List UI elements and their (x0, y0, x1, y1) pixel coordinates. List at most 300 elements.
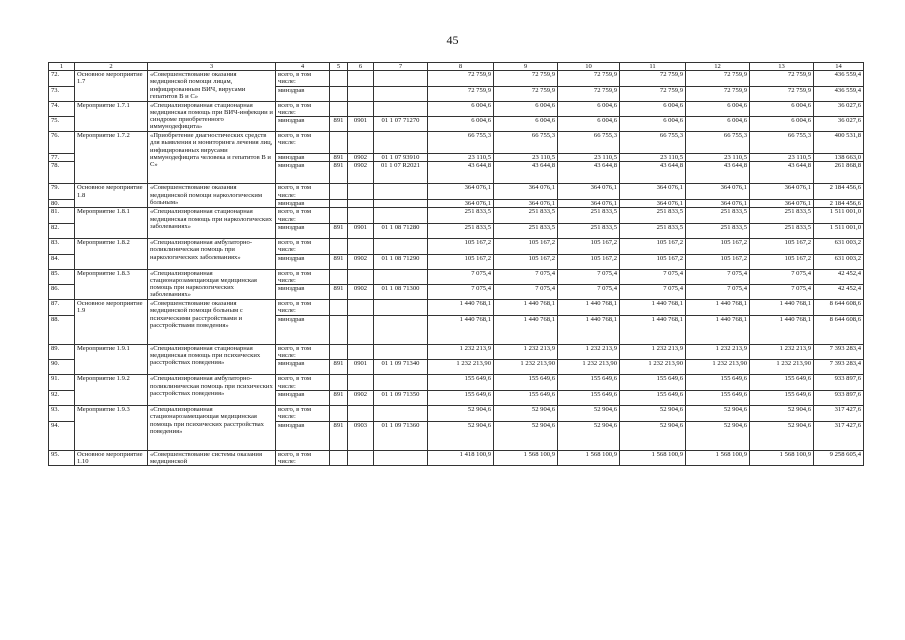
grbs-code-cell (330, 344, 348, 360)
column-number-cell: 11 (620, 63, 686, 71)
amount-cell: 6 004,6 (686, 117, 750, 132)
grbs-code-cell (330, 405, 348, 421)
amount-cell: 364 076,1 (428, 184, 494, 200)
activity-description-cell: «Специализированная амбулаторно-поликлиническая помощь при наркологических заболеваниях» (148, 238, 276, 269)
amount-cell: 66 755,3 (686, 132, 750, 154)
amount-cell: 1 440 768,1 (558, 315, 620, 344)
csr-code-cell (374, 184, 428, 200)
amount-cell: 155 649,6 (686, 375, 750, 391)
amount-cell: 631 003,2 (814, 254, 864, 269)
activity-name-cell: Мероприятие 1.8.2 (75, 238, 148, 269)
activity-name-cell: Мероприятие 1.9.2 (75, 375, 148, 406)
activity-name-cell: Мероприятие 1.9.1 (75, 344, 148, 375)
table-row (49, 269, 864, 285)
table-row (49, 450, 864, 466)
table-row (49, 208, 864, 224)
executor-cell: минздрав (276, 285, 330, 300)
csr-code-cell: 01 1 07 71270 (374, 117, 428, 132)
amount-cell: 1 440 768,1 (686, 315, 750, 344)
executor-cell: всего, в том числе: (276, 101, 330, 117)
column-number-cell: 8 (428, 63, 494, 71)
executor-cell: минздрав (276, 390, 330, 405)
amount-cell: 6 004,6 (558, 101, 620, 117)
column-number-cell: 10 (558, 63, 620, 71)
rzpr-code-cell (348, 375, 374, 391)
activity-description-cell: «Специализированная стационарная медицинская помощь при ВИЧ-инфекции и синдроме приобретенного иммунодефицита» (148, 101, 276, 132)
amount-cell: 6 004,6 (750, 117, 814, 132)
budget-table-wrapper (48, 62, 863, 466)
csr-code-cell (374, 300, 428, 316)
amount-cell: 36 027,6 (814, 117, 864, 132)
executor-cell: всего, в том числе: (276, 71, 330, 87)
grbs-code-cell (330, 132, 348, 154)
amount-cell: 105 167,2 (494, 238, 558, 254)
amount-cell: 7 075,4 (428, 269, 494, 285)
grbs-code-cell: 891 (330, 421, 348, 450)
column-number-cell: 1 (49, 63, 75, 71)
amount-cell: 72 759,9 (494, 86, 558, 101)
activity-description-cell: «Специализированная стационарозамещающая медицинская помощь при психических расстройствах поведения» (148, 405, 276, 450)
row-number-cell: 93. (49, 405, 75, 421)
amount-cell: 1 568 100,9 (750, 450, 814, 466)
amount-cell: 7 075,4 (494, 285, 558, 300)
column-number-cell: 5 (330, 63, 348, 71)
amount-cell: 105 167,2 (558, 238, 620, 254)
rzpr-code-cell (348, 101, 374, 117)
amount-cell: 155 649,6 (428, 390, 494, 405)
executor-cell: минздрав (276, 154, 330, 162)
grbs-code-cell (330, 375, 348, 391)
amount-cell: 436 559,4 (814, 86, 864, 101)
amount-cell: 364 076,1 (750, 200, 814, 208)
activity-name-cell: Мероприятие 1.7.2 (75, 132, 148, 184)
executor-cell: всего, в том числе: (276, 344, 330, 360)
amount-cell: 6 004,6 (428, 101, 494, 117)
amount-cell: 251 833,5 (558, 223, 620, 238)
amount-cell: 155 649,6 (558, 390, 620, 405)
amount-cell: 364 076,1 (428, 200, 494, 208)
csr-code-cell: 01 1 08 71300 (374, 285, 428, 300)
grbs-code-cell (330, 184, 348, 200)
amount-cell: 72 759,9 (750, 71, 814, 87)
amount-cell: 1 418 100,9 (428, 450, 494, 466)
grbs-code-cell (330, 208, 348, 224)
amount-cell: 251 833,5 (750, 223, 814, 238)
executor-cell: минздрав (276, 223, 330, 238)
grbs-code-cell: 891 (330, 223, 348, 238)
activity-description-cell: «Совершенствование оказания медицинской помощи больным с психическими расстройствами и расстройствами поведения» (148, 300, 276, 345)
activity-description-cell: «Специализированная амбулаторно-поликлиническая помощь при психических расстройствах поведения» (148, 375, 276, 406)
amount-cell: 364 076,1 (620, 184, 686, 200)
row-number-cell: 87. (49, 300, 75, 316)
amount-cell: 155 649,6 (750, 390, 814, 405)
csr-code-cell (374, 375, 428, 391)
amount-cell: 72 759,9 (620, 86, 686, 101)
amount-cell: 261 868,8 (814, 162, 864, 184)
amount-cell: 364 076,1 (620, 200, 686, 208)
row-number-cell: 81. (49, 208, 75, 224)
csr-code-cell: 01 1 08 71290 (374, 254, 428, 269)
rzpr-code-cell: 0902 (348, 390, 374, 405)
amount-cell: 1 232 213,9 (494, 344, 558, 360)
column-number-cell: 2 (75, 63, 148, 71)
table-row (49, 344, 864, 360)
amount-cell: 43 644,8 (428, 162, 494, 184)
grbs-code-cell (330, 269, 348, 285)
amount-cell: 7 393 283,4 (814, 344, 864, 360)
table-row (49, 132, 864, 154)
amount-cell: 251 833,5 (620, 223, 686, 238)
amount-cell: 105 167,2 (750, 238, 814, 254)
rzpr-code-cell: 0901 (348, 360, 374, 375)
column-number-cell: 12 (686, 63, 750, 71)
amount-cell: 23 110,5 (494, 154, 558, 162)
row-number-cell: 77. (49, 154, 75, 162)
rzpr-code-cell: 0902 (348, 285, 374, 300)
amount-cell: 42 452,4 (814, 269, 864, 285)
amount-cell: 251 833,5 (428, 223, 494, 238)
rzpr-code-cell: 0901 (348, 117, 374, 132)
csr-code-cell (374, 344, 428, 360)
activity-description-cell: «Приобретение диагностических средств для выявления и мониторинга лечения лиц, инфицированных вирусами иммунодефицита человека и гепатитов В и С» (148, 132, 276, 184)
grbs-code-cell (330, 300, 348, 316)
amount-cell: 105 167,2 (686, 238, 750, 254)
amount-cell: 364 076,1 (494, 184, 558, 200)
amount-cell: 7 075,4 (686, 269, 750, 285)
activity-description-cell: «Специализированная стационарозамещающая медицинская помощь при наркологических заболеваниях» (148, 269, 276, 300)
column-number-cell: 7 (374, 63, 428, 71)
table-row (49, 405, 864, 421)
csr-code-cell (374, 450, 428, 466)
activity-name-cell: Мероприятие 1.9.3 (75, 405, 148, 450)
rzpr-code-cell (348, 71, 374, 87)
amount-cell: 6 004,6 (620, 101, 686, 117)
amount-cell: 66 755,3 (750, 132, 814, 154)
table-row (49, 101, 864, 117)
grbs-code-cell (330, 71, 348, 87)
rzpr-code-cell (348, 344, 374, 360)
amount-cell: 72 759,9 (428, 86, 494, 101)
activity-name-cell: Основное мероприятие 1.8 (75, 184, 148, 208)
activity-name-cell: Основное мероприятие 1.9 (75, 300, 148, 345)
amount-cell: 7 075,4 (620, 285, 686, 300)
amount-cell: 251 833,5 (494, 208, 558, 224)
grbs-code-cell: 891 (330, 117, 348, 132)
amount-cell: 364 076,1 (686, 200, 750, 208)
amount-cell: 631 003,2 (814, 238, 864, 254)
amount-cell: 2 184 456,6 (814, 200, 864, 208)
amount-cell: 1 440 768,1 (750, 300, 814, 316)
amount-cell: 105 167,2 (494, 254, 558, 269)
executor-cell: всего, в том числе: (276, 132, 330, 154)
amount-cell: 43 644,8 (686, 162, 750, 184)
grbs-code-cell (330, 101, 348, 117)
amount-cell: 1 440 768,1 (686, 300, 750, 316)
amount-cell: 6 004,6 (494, 117, 558, 132)
amount-cell: 1 440 768,1 (494, 315, 558, 344)
amount-cell: 52 904,6 (620, 405, 686, 421)
amount-cell: 1 232 213,9 (558, 344, 620, 360)
row-number-cell: 92. (49, 390, 75, 405)
amount-cell: 155 649,6 (750, 375, 814, 391)
amount-cell: 1 232 213,90 (428, 360, 494, 375)
grbs-code-cell (330, 200, 348, 208)
column-number-cell: 3 (148, 63, 276, 71)
executor-cell: всего, в том числе: (276, 405, 330, 421)
amount-cell: 1 232 213,90 (494, 360, 558, 375)
row-number-cell: 85. (49, 269, 75, 285)
row-number-cell: 95. (49, 450, 75, 466)
row-number-cell: 91. (49, 375, 75, 391)
activity-name-cell: Основное мероприятие 1.7 (75, 71, 148, 102)
amount-cell: 52 904,6 (428, 421, 494, 450)
amount-cell: 43 644,8 (620, 162, 686, 184)
column-number-cell: 14 (814, 63, 864, 71)
amount-cell: 1 440 768,1 (620, 315, 686, 344)
amount-cell: 7 075,4 (620, 269, 686, 285)
row-number-cell: 80. (49, 200, 75, 208)
row-number-cell: 76. (49, 132, 75, 154)
table-row (49, 71, 864, 87)
amount-cell: 23 110,5 (558, 154, 620, 162)
executor-cell: минздрав (276, 315, 330, 344)
row-number-cell: 78. (49, 162, 75, 184)
amount-cell: 52 904,6 (750, 405, 814, 421)
amount-cell: 8 644 608,6 (814, 300, 864, 316)
rzpr-code-cell (348, 450, 374, 466)
amount-cell: 364 076,1 (558, 184, 620, 200)
rzpr-code-cell (348, 300, 374, 316)
amount-cell: 1 568 100,9 (620, 450, 686, 466)
amount-cell: 66 755,3 (494, 132, 558, 154)
row-number-cell: 83. (49, 238, 75, 254)
amount-cell: 72 759,9 (494, 71, 558, 87)
grbs-code-cell: 891 (330, 154, 348, 162)
amount-cell: 6 004,6 (558, 117, 620, 132)
amount-cell: 1 440 768,1 (428, 315, 494, 344)
amount-cell: 400 531,8 (814, 132, 864, 154)
amount-cell: 9 258 605,4 (814, 450, 864, 466)
rzpr-code-cell (348, 200, 374, 208)
amount-cell: 7 075,4 (558, 269, 620, 285)
amount-cell: 52 904,6 (428, 405, 494, 421)
rzpr-code-cell (348, 315, 374, 344)
row-number-cell: 86. (49, 285, 75, 300)
amount-cell: 43 644,8 (750, 162, 814, 184)
amount-cell: 251 833,5 (494, 223, 558, 238)
rzpr-code-cell (348, 184, 374, 200)
budget-table (48, 62, 864, 466)
amount-cell: 105 167,2 (686, 254, 750, 269)
table-row (49, 184, 864, 200)
csr-code-cell (374, 71, 428, 87)
amount-cell: 1 232 213,90 (750, 360, 814, 375)
amount-cell: 1 232 213,9 (620, 344, 686, 360)
amount-cell: 6 004,6 (428, 117, 494, 132)
amount-cell: 1 568 100,9 (494, 450, 558, 466)
amount-cell: 1 511 001,0 (814, 223, 864, 238)
amount-cell: 251 833,5 (686, 208, 750, 224)
activity-description-cell: «Специализированная стационарная медицинская помощь при психических расстройствах поведения» (148, 344, 276, 375)
row-number-cell: 72. (49, 71, 75, 87)
table-row (49, 238, 864, 254)
csr-code-cell (374, 405, 428, 421)
amount-cell: 66 755,3 (428, 132, 494, 154)
amount-cell: 251 833,5 (750, 208, 814, 224)
amount-cell: 7 075,4 (558, 285, 620, 300)
amount-cell: 52 904,6 (494, 405, 558, 421)
activity-name-cell: Мероприятие 1.8.3 (75, 269, 148, 300)
amount-cell: 364 076,1 (558, 200, 620, 208)
amount-cell: 1 440 768,1 (558, 300, 620, 316)
amount-cell: 317 427,6 (814, 405, 864, 421)
grbs-code-cell (330, 86, 348, 101)
amount-cell: 155 649,6 (428, 375, 494, 391)
amount-cell: 7 075,4 (750, 269, 814, 285)
activity-description-cell: «Совершенствование оказания медицинской помощи наркологическим больным» (148, 184, 276, 208)
row-number-cell: 88. (49, 315, 75, 344)
amount-cell: 72 759,9 (750, 86, 814, 101)
amount-cell: 23 110,5 (686, 154, 750, 162)
header-row (49, 63, 864, 71)
rzpr-code-cell (348, 208, 374, 224)
activity-description-cell: «Совершенствование оказания медицинской помощи лицам, инфицированным ВИЧ, вирусами гепатитов В и С» (148, 71, 276, 102)
amount-cell: 1 511 001,0 (814, 208, 864, 224)
amount-cell: 155 649,6 (620, 390, 686, 405)
amount-cell: 1 232 213,90 (558, 360, 620, 375)
amount-cell: 138 663,0 (814, 154, 864, 162)
amount-cell: 1 440 768,1 (620, 300, 686, 316)
amount-cell: 52 904,6 (558, 405, 620, 421)
grbs-code-cell: 891 (330, 254, 348, 269)
amount-cell: 251 833,5 (686, 223, 750, 238)
amount-cell: 155 649,6 (686, 390, 750, 405)
csr-code-cell (374, 238, 428, 254)
csr-code-cell (374, 101, 428, 117)
amount-cell: 52 904,6 (494, 421, 558, 450)
csr-code-cell: 01 1 07 R2021 (374, 162, 428, 184)
amount-cell: 1 232 213,90 (686, 360, 750, 375)
executor-cell: минздрав (276, 360, 330, 375)
amount-cell: 1 440 768,1 (428, 300, 494, 316)
row-number-cell: 82. (49, 223, 75, 238)
grbs-code-cell: 891 (330, 162, 348, 184)
amount-cell: 105 167,2 (750, 254, 814, 269)
amount-cell: 52 904,6 (558, 421, 620, 450)
table-row (49, 300, 864, 316)
amount-cell: 6 004,6 (686, 101, 750, 117)
executor-cell: минздрав (276, 200, 330, 208)
amount-cell: 52 904,6 (620, 421, 686, 450)
column-number-cell: 6 (348, 63, 374, 71)
amount-cell: 105 167,2 (428, 238, 494, 254)
row-number-cell: 94. (49, 421, 75, 450)
activity-name-cell: Основное мероприятие 1.10 (75, 450, 148, 466)
grbs-code-cell: 891 (330, 285, 348, 300)
amount-cell: 105 167,2 (620, 254, 686, 269)
csr-code-cell: 01 1 09 71350 (374, 390, 428, 405)
page-number: 45 (446, 33, 459, 47)
amount-cell: 36 027,6 (814, 101, 864, 117)
rzpr-code-cell: 0903 (348, 421, 374, 450)
amount-cell: 1 440 768,1 (494, 300, 558, 316)
amount-cell: 105 167,2 (558, 254, 620, 269)
row-number-cell: 79. (49, 184, 75, 200)
executor-cell: всего, в том числе: (276, 450, 330, 466)
amount-cell: 251 833,5 (428, 208, 494, 224)
amount-cell: 1 232 213,9 (686, 344, 750, 360)
amount-cell: 105 167,2 (428, 254, 494, 269)
csr-code-cell (374, 86, 428, 101)
csr-code-cell (374, 132, 428, 154)
csr-code-cell (374, 200, 428, 208)
rzpr-code-cell (348, 86, 374, 101)
executor-cell: всего, в том числе: (276, 300, 330, 316)
amount-cell: 933 897,6 (814, 390, 864, 405)
rzpr-code-cell: 0902 (348, 154, 374, 162)
executor-cell: всего, в том числе: (276, 269, 330, 285)
executor-cell: минздрав (276, 162, 330, 184)
amount-cell: 42 452,4 (814, 285, 864, 300)
grbs-code-cell: 891 (330, 390, 348, 405)
grbs-code-cell: 891 (330, 360, 348, 375)
table-row (49, 375, 864, 391)
amount-cell: 1 568 100,9 (558, 450, 620, 466)
amount-cell: 1 440 768,1 (750, 315, 814, 344)
row-number-cell: 90. (49, 360, 75, 375)
amount-cell: 317 427,6 (814, 421, 864, 450)
amount-cell: 7 075,4 (750, 285, 814, 300)
row-number-cell: 75. (49, 117, 75, 132)
grbs-code-cell (330, 315, 348, 344)
amount-cell: 1 568 100,9 (686, 450, 750, 466)
amount-cell: 72 759,9 (686, 86, 750, 101)
rzpr-code-cell (348, 405, 374, 421)
rzpr-code-cell (348, 269, 374, 285)
amount-cell: 52 904,6 (686, 405, 750, 421)
csr-code-cell: 01 1 07 93910 (374, 154, 428, 162)
amount-cell: 155 649,6 (494, 390, 558, 405)
rzpr-code-cell (348, 132, 374, 154)
row-number-cell: 73. (49, 86, 75, 101)
csr-code-cell: 01 1 09 71340 (374, 360, 428, 375)
executor-cell: всего, в том числе: (276, 208, 330, 224)
csr-code-cell (374, 208, 428, 224)
csr-code-cell: 01 1 08 71280 (374, 223, 428, 238)
amount-cell: 52 904,6 (686, 421, 750, 450)
amount-cell: 364 076,1 (686, 184, 750, 200)
amount-cell: 7 075,4 (494, 269, 558, 285)
amount-cell: 43 644,8 (494, 162, 558, 184)
amount-cell: 1 232 213,9 (750, 344, 814, 360)
csr-code-cell (374, 315, 428, 344)
executor-cell: минздрав (276, 117, 330, 132)
amount-cell: 6 004,6 (620, 117, 686, 132)
column-number-cell: 13 (750, 63, 814, 71)
rzpr-code-cell (348, 238, 374, 254)
amount-cell: 155 649,6 (620, 375, 686, 391)
amount-cell: 72 759,9 (428, 71, 494, 87)
executor-cell: всего, в том числе: (276, 184, 330, 200)
amount-cell: 66 755,3 (558, 132, 620, 154)
amount-cell: 1 232 213,9 (428, 344, 494, 360)
amount-cell: 7 393 283,4 (814, 360, 864, 375)
column-number-cell: 4 (276, 63, 330, 71)
amount-cell: 364 076,1 (750, 184, 814, 200)
row-number-cell: 74. (49, 101, 75, 117)
csr-code-cell: 01 1 09 71360 (374, 421, 428, 450)
activity-name-cell: Мероприятие 1.8.1 (75, 208, 148, 239)
